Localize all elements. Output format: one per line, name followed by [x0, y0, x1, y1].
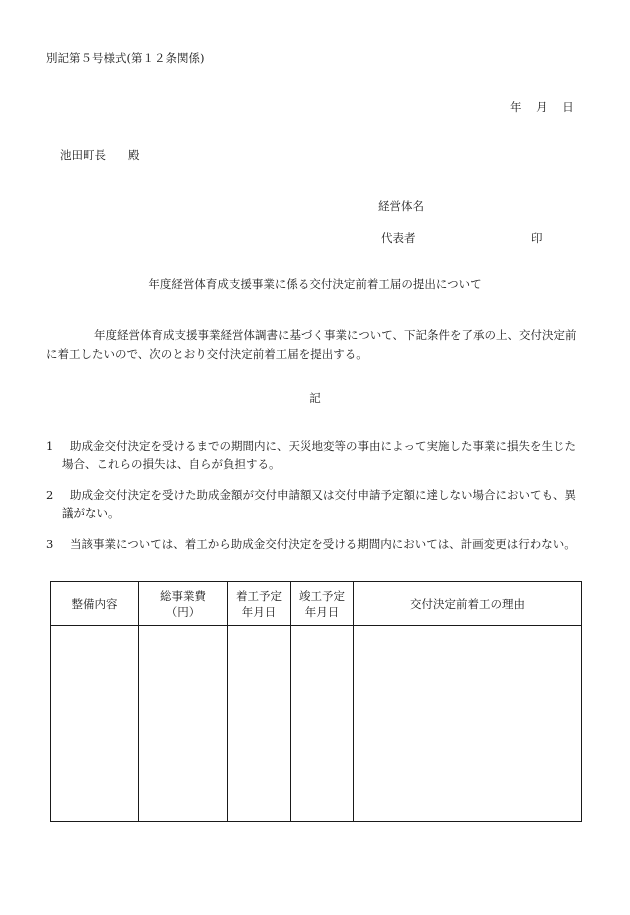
table-header-row — [51, 582, 582, 626]
col-header-reason: 交付決定前着工の理由 — [354, 582, 582, 626]
condition-text: 助成金交付決定を受けた助成金額が交付申請額又は交付申請予定額に達しない場合においても、異議がない。 — [62, 488, 576, 520]
cell-total-cost[interactable] — [139, 626, 228, 822]
representative-line — [381, 230, 543, 246]
date-month: 月 — [536, 100, 548, 114]
condition-text: 当該事業については、着工から助成金交付決定を受ける期間内においては、計画変更は行わない。 — [70, 537, 576, 551]
condition-number: 1 — [46, 439, 54, 453]
addressee-name: 池田町長 — [60, 148, 106, 162]
condition-text: 助成金交付決定を受けるまでの期間内に、天災地変等の事由によって実施した事業に損失を生じた場合、これらの損失は、自らが負担する。 — [62, 439, 576, 471]
condition-number: 3 — [46, 537, 54, 551]
intro-text: 年度経営体育成支援事業経営体調書に基づく事業について、下記条件を了承の上、交付決定前に着工したいので、次のとおり交付決定前着工届を提出する。 — [46, 328, 577, 361]
col-header-total-cost: 総事業費 （円） — [139, 582, 228, 626]
document-title: 年度経営体育成支援事業に係る交付決定前着工届の提出について — [148, 277, 482, 291]
addressee-honorific: 殿 — [128, 148, 140, 162]
table-row — [51, 626, 582, 822]
col-header-content: 整備内容 — [51, 582, 139, 626]
condition-item — [46, 486, 584, 522]
cell-start-date[interactable] — [228, 626, 291, 822]
addressee — [60, 147, 140, 163]
construction-plan-table — [50, 581, 582, 822]
representative-label: 代表者 — [381, 231, 416, 245]
cell-content[interactable] — [51, 626, 139, 822]
org-name-label: 経営体名 — [378, 199, 424, 213]
col-header-start-date: 着工予定 年月日 — [228, 582, 291, 626]
col-header-completion-date: 竣工予定 年月日 — [291, 582, 354, 626]
ki-heading: 記 — [309, 391, 321, 405]
cell-completion-date[interactable] — [291, 626, 354, 822]
date-year: 年 — [510, 100, 522, 114]
date-day: 日 — [562, 100, 574, 114]
condition-item — [46, 437, 584, 473]
form-reference: 別記第５号様式(第１２条関係) — [46, 51, 205, 65]
condition-item — [46, 535, 584, 553]
date-line — [510, 99, 574, 115]
cell-reason[interactable] — [354, 626, 582, 822]
condition-number: 2 — [46, 488, 54, 502]
seal-mark: 印 — [531, 231, 543, 245]
intro-paragraph — [46, 326, 584, 364]
